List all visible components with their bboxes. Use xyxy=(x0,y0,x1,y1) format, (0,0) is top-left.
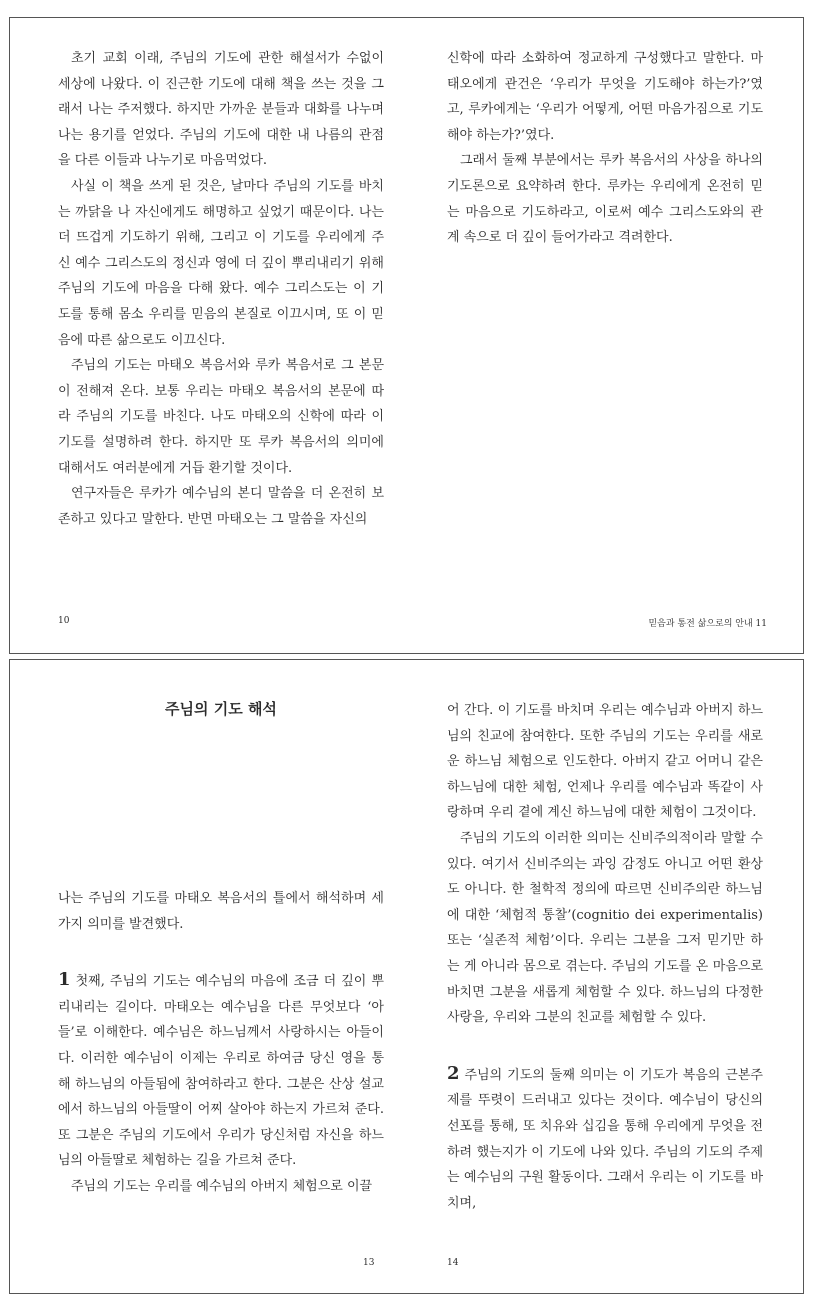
page-number-right: 11 xyxy=(755,619,767,629)
numbered-paragraph: 1 첫째, 주님의 기도는 예수님의 마음에 조금 더 깊이 뿌리내리는 길이다. 마태오는 예수님을 다른 무엇보다 ‘아들’로 이해한다. 예수님은 하느님께서 사랑하시는 아들이다. 이러한 예수님이 이제는 우리로 하여금 당신 영을 통해 하느님의 아들됨에 참여하라고 한다. 그분은 산상 설교에서 하느님의 아들딸이 어찌 살아야 하는지 가르쳐 준다. 또 그분은 주님의 기도에서 우리가 당신처럼 자신을 하느님의 아들딸로 체험하는 길을 가르쳐 준다. xyxy=(58,969,384,1169)
paragraph: 초기 교회 이래, 주님의 기도에 관한 해설서가 수없이 세상에 나왔다. 이 진근한 기도에 대해 책을 쓰는 것을 그래서 나는 주저했다. 하지만 가까운 분들과 대화를 나누며 나는 용기를 얻었다. 주님의 기도에 대한 내 나름의 관점을 다른 이들과 나누기로 마음먹었다. xyxy=(58,51,384,169)
page-number-right: 14 xyxy=(447,1258,459,1268)
paragraph: 연구자들은 루카가 예수님의 본디 말씀을 더 온전히 보존하고 있다고 말한다. 반면 마태오는 그 말씀을 자신의 xyxy=(58,486,384,527)
paragraph: 주님의 기도는 마태오 복음서와 루카 복음서로 그 본문이 전해져 온다. 보통 우리는 마태오 복음서의 본문에 따라 주님의 기도를 바친다. 나도 마태오의 신학에 따라 이 기도를 설명하려 한다. 하지만 또 루카 복음서의 의미에 대해서도 여러분에게 거듭 환기할 것이다. xyxy=(58,358,384,476)
intro-paragraph: 나는 주님의 기도를 마태오 복음서의 틀에서 해석하며 세 가지 의미를 발견했다. xyxy=(58,891,384,932)
chapter-heading: 주님의 기도 해석 xyxy=(165,700,277,718)
paragraph: 신학에 따라 소화하여 정교하게 구성했다고 말한다. 마태오에게 관건은 ‘우리가 무엇을 기도해야 하는가?’였고, 루카에게는 ‘우리가 어떻게, 어떤 마음가짐으로 기도해야 하는가?’였다. xyxy=(447,51,763,143)
page-11-text xyxy=(447,46,763,251)
paragraph: 주님의 기도의 이러한 의미는 신비주의적이라 말할 수 있다. 여기서 신비주의는 과잉 감정도 아니고 어떤 환상도 아니다. 한 철학적 정의에 따르면 신비주의란 하느님에 대한 ‘체험적 통찰’(cognitio dei experimentalis) 또는 ‘실존적 체험’이다. 우리는 그분을 그저 믿기만 하는 게 아니라 몸으로 겪는다. 주님의 기도를 온 마음으로 바치면 그분을 새롭게 체험할 수 있다. 하느님의 다정한 사랑을, 우리와 그분의 친교를 체험할 수 있다. xyxy=(447,830,763,1026)
paragraph: 사실 이 책을 쓰게 된 것은, 날마다 주님의 기도를 바치는 까닭을 나 자신에게도 해명하고 싶었기 때문이다. 나는 더 뜨겁게 기도하기 위해, 그리고 이 기도를 우리에게 주신 예수 그리스도의 정신과 영에 더 깊이 뿌리내리기 위해 주님의 기도에 마음을 다해 왔다. 예수 그리스도는 이 기도를 통해 몸소 우리를 믿음의 본질로 이끄시며, 또 이 믿음에 따른 삶으로도 이끄신다. xyxy=(58,178,384,348)
running-head: 믿음과 통전 삶으로의 안내 xyxy=(648,619,753,629)
section-number: 1 xyxy=(58,969,71,991)
paragraph: 주님의 기도는 우리를 예수님의 아버지 체험으로 이끌 xyxy=(71,1178,373,1194)
page-13-text xyxy=(58,886,384,1200)
page-number-left: 13 xyxy=(363,1258,375,1268)
paragraph: 어 간다. 이 기도를 바치며 우리는 예수님과 아버지 하느님의 친교에 참여한다. 또한 주님의 기도는 우리를 새로운 하느님 체험으로 인도한다. 아버지 같고 어머니 같은 하느님에 대한 체험, 언제나 우리를 예수님과 똑같이 사랑하며 우리 곁에 계신 하느님에 대한 체험이 그것이다. xyxy=(447,703,763,821)
page-number-left: 10 xyxy=(58,616,70,626)
page-10-text xyxy=(58,46,384,532)
page-14-text xyxy=(447,698,763,1216)
numbered-paragraph: 2 주님의 기도의 둘째 의미는 이 기도가 복음의 근본주제를 뚜렷이 드러내고 있다는 것이다. 예수님이 당신의 선포를 통해, 또 치유와 십김을 통해 우리에게 무엇을 전하려 했는지가 이 기도에 나와 있다. 주님의 기도의 주제는 예수님의 구원 활동이다. 그래서 우리는 이 기도를 바치며, xyxy=(447,1062,763,1211)
section-number: 2 xyxy=(447,1062,460,1084)
paragraph: 그래서 둘째 부분에서는 루카 복음서의 사상을 하나의 기도론으로 요약하려 한다. 루카는 우리에게 온전히 믿는 마음으로 기도하라고, 이로써 예수 그리스도와의 관계 속으로 더 깊이 들어가라고 격려한다. xyxy=(447,153,763,246)
running-footer-right xyxy=(648,616,767,629)
book-spread-top xyxy=(9,17,804,654)
book-spread-bottom xyxy=(9,659,804,1294)
